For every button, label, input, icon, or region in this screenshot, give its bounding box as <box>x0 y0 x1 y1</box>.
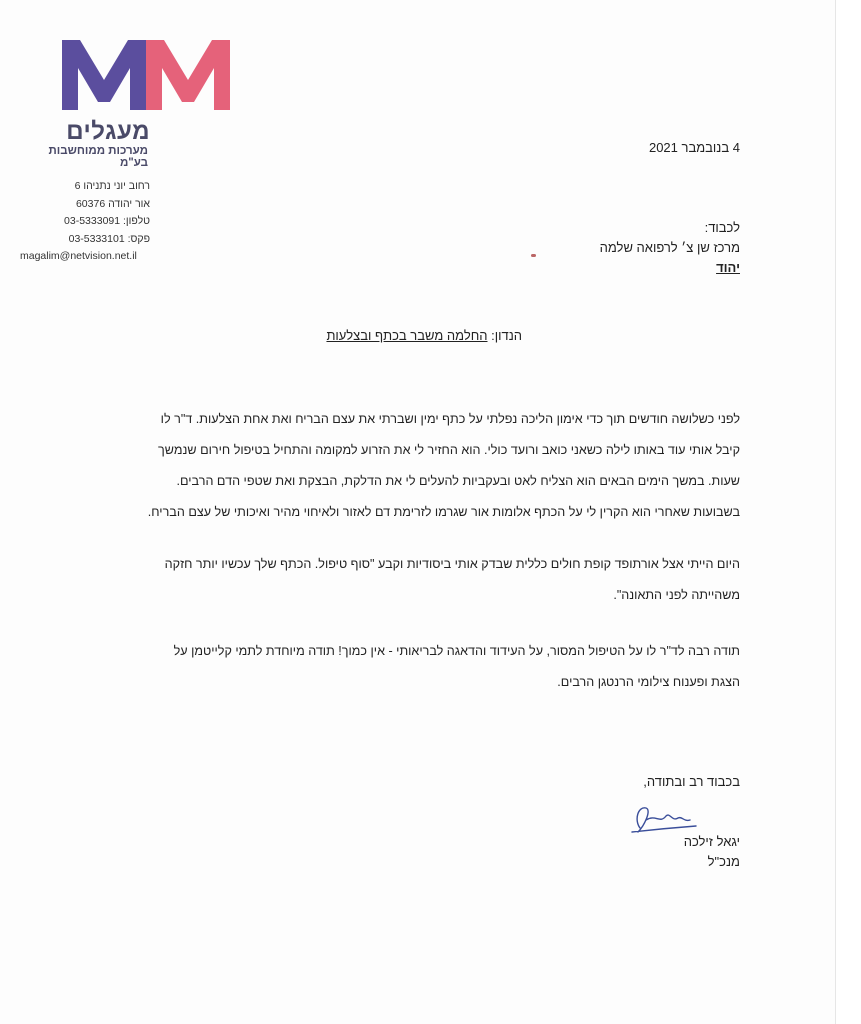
body-paragraph-1 <box>100 404 740 528</box>
address-street: רחוב יוני נתניהו 6 <box>74 180 150 192</box>
letter-date: 4 בנובמבר 2021 <box>648 140 740 155</box>
logo-m-left <box>62 40 146 110</box>
body-paragraph-3 <box>100 636 740 698</box>
recipient-city: יהוד <box>716 260 740 275</box>
fax-number: פקס: 03-5333101 <box>68 232 150 245</box>
body-line: לפני כשלושה חודשים תוך כדי אימון הליכה נפלתי על כתף ימין ושברתי את עצם הבריח ואת אחת הצלעות. ד"ר לו <box>160 412 740 426</box>
email-address: magalim@netvision.net.il <box>20 250 137 262</box>
body-line: קיבל אותי עוד באותו לילה כשאני כואב ורועד כולי. הוא החזיר לי את הזרוע למקומה והתחיל בטיפול חירום שנמשך <box>158 443 740 457</box>
logo-m-right <box>146 40 230 110</box>
body-line: היום הייתי אצל אורתופד קופת חולים כללית שבדק אותי ביסודיות וקבע "סוף טיפול. הכתף שלך עכשיו יותר חזקה <box>164 557 740 571</box>
phone-number: טלפון: 03-5333091 <box>64 215 150 227</box>
company-name: מעגלים <box>66 118 150 145</box>
signer-name: יגאל זילכה <box>683 834 740 849</box>
subject-label: הנדון: <box>491 328 522 343</box>
body-line: משהייתה לפני התאונה". <box>613 588 740 602</box>
closing-line: בכבוד רב ובתודה, <box>643 774 740 789</box>
recipient-salutation: לכבוד: <box>704 220 740 235</box>
subject-text: החלמה משבר בכתף ובצלעות <box>326 328 488 343</box>
address-city: אור יהודה 60376 <box>75 197 150 210</box>
contact-block <box>20 178 150 266</box>
company-logo <box>62 40 230 110</box>
body-line: הצגת ופענוח צילומי הרנטגן הרבים. <box>557 675 740 689</box>
signer-title: מנכ"ל <box>707 854 740 869</box>
subject-line <box>200 328 522 343</box>
company-subtitle: מערכות ממוחשבות בע"מ <box>48 145 148 169</box>
recipient-name: מרכז שן צ׳ לרפואה שלמה <box>599 240 740 255</box>
recipient-block <box>480 218 740 278</box>
scan-speck <box>531 254 536 257</box>
body-line: שעות. במשך הימים הבאים הוא הצליח לאט ובעקביות להעלים לי את הדלקת, הבצקת ואת שטפי הדם הרבים. <box>176 474 740 488</box>
body-paragraph-2 <box>100 549 740 611</box>
signer-block <box>560 832 740 872</box>
body-line: תודה רבה לד"ר לו על הטיפול המסור, על העידוד והדאגה לבריאותי - אין כמוך! תודה מיוחדת לתמי קלייטמן על <box>173 644 740 658</box>
body-line: בשבועות שאחרי הוא הקרין לי על הכתף אלומות אור שגרמו לזרימת דם לאזור ולאיחוי מהיר ואיכותי של עצם הבריח. <box>147 505 740 519</box>
